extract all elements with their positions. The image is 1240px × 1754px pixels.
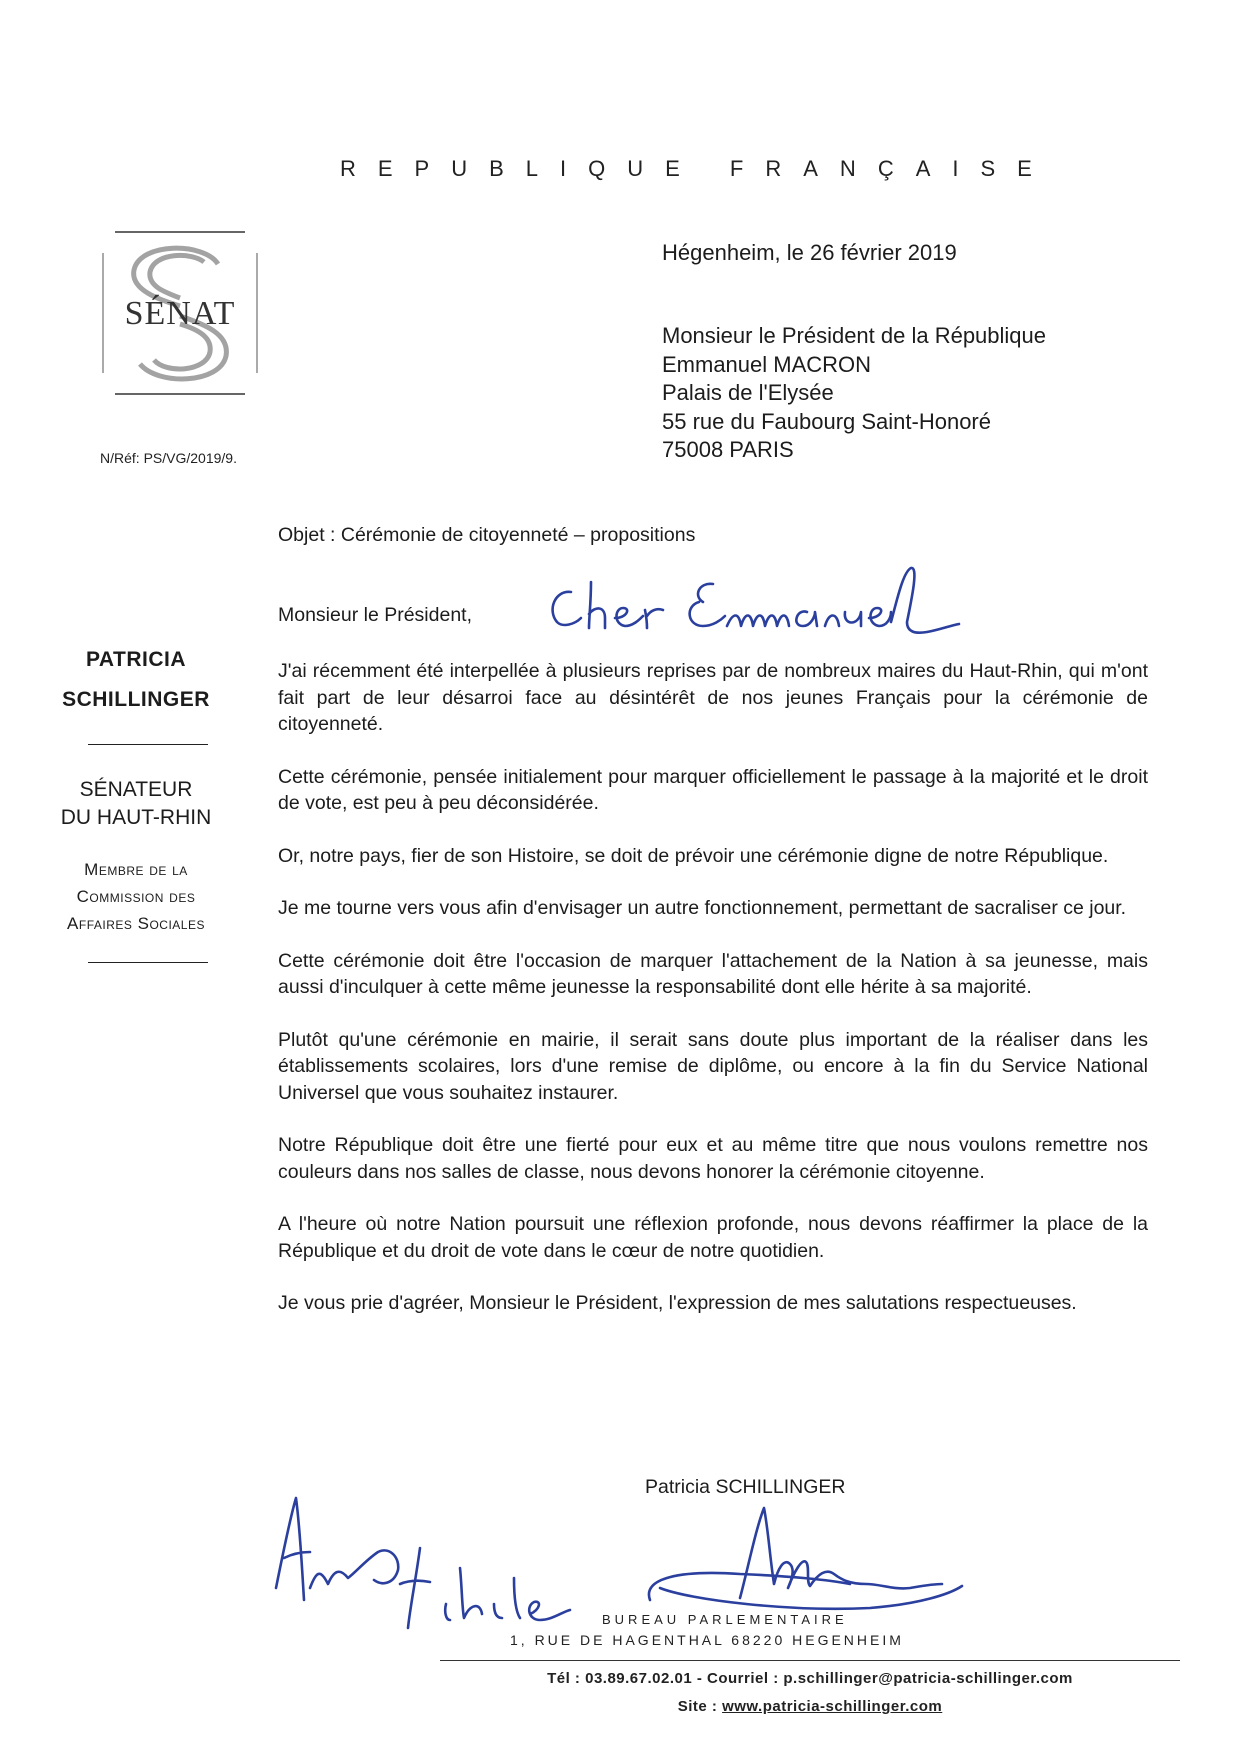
body-paragraph: Cette cérémonie, pensée initialement pour marquer officiellement le passage à la majorité et le droit de vote, est peu à peu déconsidérée.: [278, 765, 1148, 814]
letter-body: [278, 658, 1148, 1343]
body-paragraph: J'ai récemment été interpellée à plusieurs reprises par de nombreux maires du Haut-Rhin, qui m'ont fait part de leur désarroi face au désintérêt de nos jeunes Français pour la cérémonie de citoyenneté.: [278, 660, 1148, 735]
senat-logo: [100, 228, 260, 398]
letter-salutation: Monsieur le Président,: [278, 604, 473, 626]
senat-logo-text: SÉNAT: [124, 295, 236, 332]
signature-name: Patricia SCHILLINGER: [645, 1476, 846, 1498]
body-paragraph: A l'heure où notre Nation poursuit une réflexion profonde, nous devons réaffirmer la place de la République et du droit de vote dans le cœur de notre quotidien.: [278, 1213, 1148, 1262]
website-link[interactable]: www.patricia-schillinger.com: [722, 1698, 943, 1715]
handwritten-greeting: [535, 562, 965, 642]
recipient-line: 75008 PARIS: [662, 437, 794, 462]
recipient-line: 55 rue du Faubourg Saint-Honoré: [662, 408, 991, 434]
website-label: Site :: [677, 1698, 723, 1715]
body-paragraph: Notre République doit être une fierté pour eux et au même titre que nous voulons remettre nos couleurs dans nos salles de classe, nous devons honorer la cérémonie citoyenne.: [278, 1134, 1148, 1183]
sender-membership: [36, 856, 236, 937]
sender-title-line: DU HAUT-RHIN: [60, 806, 212, 829]
recipient-address: [662, 322, 1046, 465]
membership-line: Affaires Sociales: [67, 914, 205, 933]
sender-title-line: SÉNATEUR: [79, 778, 193, 801]
letter-subject: Objet : Cérémonie de citoyenneté – propositions: [278, 524, 696, 546]
body-paragraph: Or, notre pays, fier de son Histoire, se doit de prévoir une cérémonie digne de notre République.: [278, 844, 1109, 867]
recipient-line: Palais de l'Elysée: [662, 380, 834, 405]
recipient-line: Monsieur le Président de la République: [662, 323, 1047, 348]
membership-line: Membre de la: [84, 860, 188, 879]
sender-first-name: PATRICIA: [85, 648, 187, 671]
sender-title: [36, 776, 236, 832]
sidebar-divider: [88, 962, 208, 963]
reference-number: N/Réf: PS/VG/2019/9.: [100, 450, 237, 466]
body-paragraph: Je me tourne vers vous afin d'envisager un autre fonctionnement, permettant de sacraliser ce jour.: [278, 897, 1127, 919]
body-paragraph: Je vous prie d'agréer, Monsieur le Président, l'expression de mes salutations respectueuses.: [278, 1292, 1077, 1314]
recipient-line: Emmanuel MACRON: [662, 351, 872, 377]
membership-line: Commission des: [76, 887, 196, 906]
sender-last-name: SCHILLINGER: [62, 688, 210, 711]
body-paragraph: Cette cérémonie doit être l'occasion de marquer l'attachement de la Nation à sa jeunesse, mais aussi d'inculquer à cette même jeunesse la responsabilité dont elle hérite à sa majorité.: [278, 949, 1148, 998]
republic-header: REPUBLIQUE FRANÇAISE: [340, 156, 1054, 181]
sidebar-divider: [88, 744, 208, 745]
footer-divider: [440, 1660, 1180, 1661]
sender-name: [36, 640, 236, 720]
body-paragraph: Plutôt qu'une cérémonie en mairie, il serait sans doute plus important de la réaliser dans les établissements scolaires, lors d'une remise de diplôme, ou encore à la fin du Service National Universel que vous souhaitez instaurer.: [278, 1028, 1148, 1104]
website-line: [440, 1698, 1180, 1715]
bureau-label: BUREAU PARLEMENTAIRE: [602, 1612, 848, 1627]
contact-line: Tél : 03.89.67.02.01 - Courriel : p.schillinger@patricia-schillinger.com: [547, 1670, 1073, 1687]
date-line: Hégenheim, le 26 février 2019: [662, 240, 957, 265]
bureau-address: 1, RUE DE HAGENTHAL 68220 HEGENHEIM: [510, 1632, 904, 1648]
